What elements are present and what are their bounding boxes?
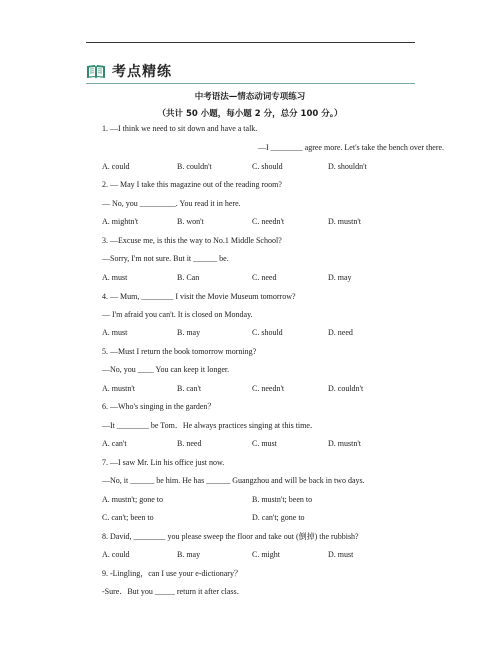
q4-option-a: A. must [102,328,128,337]
q4-option-c: C. should [252,328,283,337]
q1-option-c: C. should [252,162,283,171]
q3-option-b: B. Can [177,273,200,282]
q3-option-a: A. must [102,273,128,282]
question-3-response: —Sorry, I'm not sure. But it ______ be. [102,254,229,263]
q2-option-d: D. mustn't [328,217,361,226]
book-icon [86,63,106,80]
q2-option-c: C. needn't [252,217,285,226]
question-3: 3. —Excuse me, is this the way to No.1 Middle School? [102,236,282,245]
q8-option-c: C. might [252,550,281,559]
q3-option-d: D. may [328,273,352,282]
q2-option-a: A. mightn't [102,217,139,226]
q5-option-a: A. mustn't [102,384,135,393]
q6-option-d: D. mustn't [328,439,361,448]
question-9-response: -Sure．But you _____ return it after class． [102,587,245,596]
q4-option-b: B. may [177,328,201,337]
document-title: 中考语法—情态动词专项练习 [194,92,306,102]
q8-option-b: B. may [177,550,201,559]
q7-option-d: D. can't; gone to [252,513,305,522]
question-7: 7. —I saw Mr. Lin his office just now. [102,458,225,467]
q6-option-b: B. need [177,439,202,448]
question-1: 1. —I think we need to sit down and have a talk. [102,124,258,133]
question-7-response: —No, it ______ be him. He has ______ Guangzhou and will be back in two days. [102,476,365,485]
q6-option-c: C. must [252,439,277,448]
q4-option-d: D. need [328,328,353,337]
question-1-response: —I ________ agree more. Let's take the bench over there. [258,143,445,152]
q1-option-b: B. couldn't [177,162,212,171]
q5-option-d: D. couldn't [328,384,364,393]
question-9: 9. -Lingling，can I use your e-dictionary？ [102,569,242,578]
document-subtitle: （共计 50 小题，每小题 2 分，总分 100 分。） [157,109,343,119]
question-6: 6. —Who's singing in the garden？ [102,402,216,411]
header-title: 考点精练 [112,64,172,80]
q8-option-d: D. must [328,550,354,559]
q5-option-b: B. can't [177,384,202,393]
q5-option-c: C. needn't [252,384,285,393]
q1-option-d: D. shouldn't [328,162,367,171]
q8-option-a: A. could [102,550,130,559]
q1-option-a: A. could [102,162,130,171]
question-4-response: — I'm afraid you can't. It is closed on Monday. [102,310,253,319]
q7-option-a: A. mustn't; gone to [102,495,163,504]
section-header [86,60,172,82]
q3-option-c: C. need [252,273,277,282]
question-6-response: —It ________ be Tom．He always practices singing at this time． [102,421,318,430]
question-4: 4. — Mum, ________ I visit the Movie Museum tomorrow? [102,292,296,301]
q7-option-c: C. can't; been to [102,513,154,522]
question-5: 5. —Must I return the book tomorrow morning? [102,347,257,356]
top-rule [86,42,415,43]
question-2: 2. — May I take this magazine out of the reading room? [102,180,282,189]
q6-option-a: A. can't [102,439,127,448]
question-5-response: —No, you ____ You can keep it longer. [102,365,230,374]
question-2-response: — No, you _________. You read it in here. [102,199,241,208]
q7-option-b: B. mustn't; been to [252,495,313,504]
header-rule [86,83,415,84]
question-8: 8. David, ________ you please sweep the floor and take out (倒掉) the rubbish? [102,532,359,541]
q2-option-b: B. won't [177,217,204,226]
